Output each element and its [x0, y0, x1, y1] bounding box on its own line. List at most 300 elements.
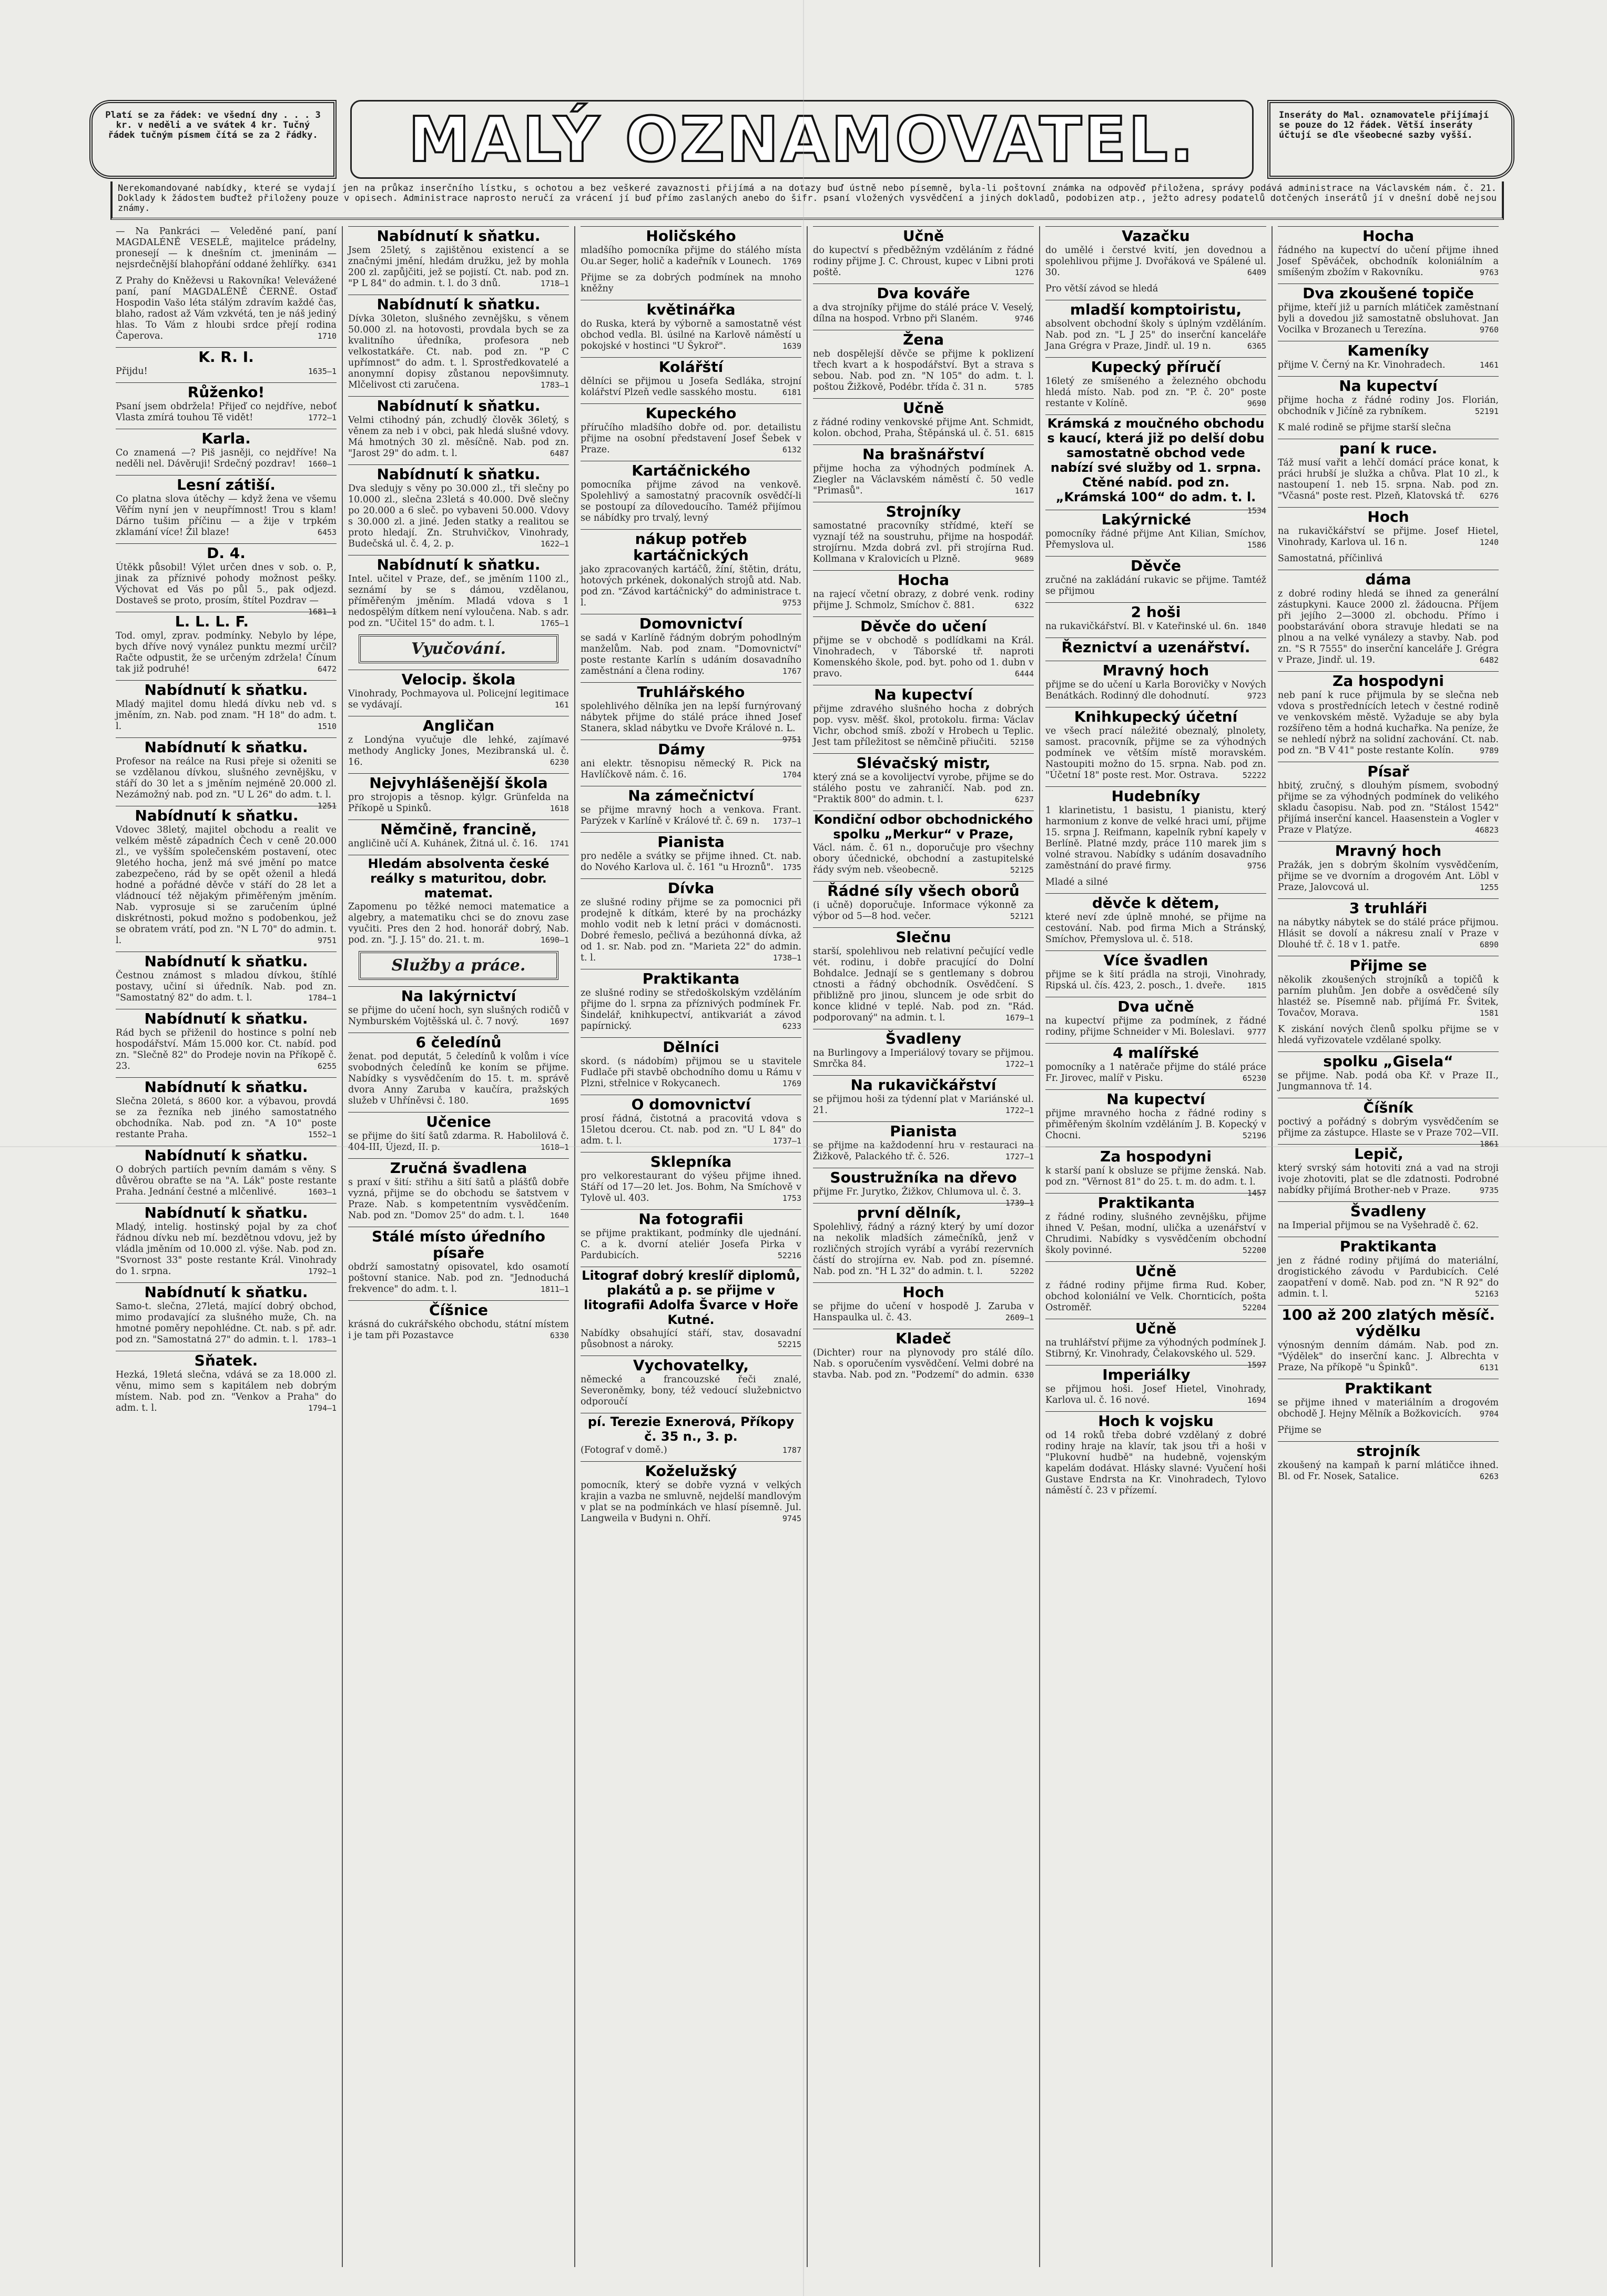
ad-text: s praxí v šití: střihu a šití šatů a plášťů dobře vyzná, přijme se do obchodu se šatstvem v Praze. Nab. s kompetentním vysvědčením. Nab. pod zn. "Domov 25" do adm. t. l. — [348, 1177, 569, 1221]
ad-columns — [110, 226, 1504, 2267]
ad-number: 1767 — [782, 666, 801, 676]
ad-heading: Dámy — [581, 740, 801, 757]
classified-ad — [1278, 439, 1499, 502]
classified-ad — [581, 1413, 801, 1456]
classified-ad — [348, 716, 569, 768]
ad-text: Z Prahy do Kněževsi u Rakovníka! Velevážené paní, paní MAGDALÉNĚ ČERNÉ. Ostaď Hospodin Vašo léta stálým zdravím každé čas, blaho, radost až Vám vzkvétá, ten je náš jediný hlas. To Vám z hloubi srdce přejí rodina Čaperova. — [116, 276, 337, 341]
ad-text: pomocník, který se dobře vyzná v velkých krajin a vazba ne smluvně, nejdelší mandlovým v plat se na podmínkách ve hlasí písemně. Jul. Langweila v Budyni n. Ohří. — [581, 1480, 801, 1524]
ad-text: Slečna 20letá, s 8600 kor. a výbavou, provdá se za řezníka neb jiného samostatného obchodníka. Nab. pod zn. "A 10" poste restante Praha. — [116, 1096, 337, 1140]
classified-ad — [1278, 1024, 1499, 1046]
ad-heading: Nabídnutí k sňatku. — [348, 555, 569, 573]
ad-text: krásná do cukrářského obchodu, státní místem i je tam při Pozastavce — [348, 1319, 569, 1341]
ad-number: 1710 — [317, 331, 337, 341]
classified-ad — [581, 300, 801, 352]
ad-text: 16letý ze smíšeného a železného obchodu hledá místo. Nab. pod zn. "P. č. 20" poste restante v Kolíně. — [1045, 376, 1266, 409]
classified-ad — [813, 1075, 1034, 1116]
ad-number: 1694 — [1247, 1395, 1266, 1405]
ad-number: 1586 — [1247, 540, 1266, 550]
ad-text: Spolehlivý, řádný a rázný který by umí dozor na nekolik mladších zámečníků, jenž v rozličných strojích vyrábí a vyrábí rezervních částí do strojírna ev. Nab. pod zn. písemné. Nab. pod zn. "H L 32" do admin. t. l. — [813, 1222, 1034, 1277]
ad-heading: Švadleny — [1278, 1201, 1499, 1219]
rules-box: Inseráty do Mal. oznamovatele přijímají se pouze do 12 řádek. Větší inseráty účtují se dle všeobecné sazby vyšší. — [1267, 100, 1514, 179]
classified-ad — [581, 740, 801, 781]
classified-ad — [116, 475, 337, 538]
ad-text: se přijme do šití šatů zdarma. R. Habolilová č. 404-III, Újezd, II. p. — [348, 1131, 569, 1152]
ad-number: 1617 — [1014, 486, 1034, 495]
classified-ad — [581, 878, 801, 964]
ad-text: na rukavičkářství se přijme. Josef Hietel, Vinohrady, Karlova ul. 16 n. — [1278, 526, 1499, 548]
ad-text: O dobrých partiích pevním damám s věny. S důvěrou obraťte se na "A. Lák" poste restante Praha. Jednání čestné a mlčenlivé. — [116, 1165, 337, 1197]
ad-heading: Hledám absolventa české reálky s maturitou, dobr. matemat. — [348, 855, 569, 901]
ad-heading: Nabídnutí k sňatku. — [116, 952, 337, 969]
ad-text: K malé rodině se přijme starší slečna — [1278, 422, 1451, 433]
classified-ad — [1278, 570, 1499, 666]
ad-number: 1552—1 — [308, 1130, 337, 1139]
ad-number: 52200 — [1242, 1246, 1266, 1255]
ad-heading: Velocip. škola — [348, 670, 569, 687]
classified-ad — [813, 616, 1034, 680]
ad-text: Útěkk působil! Výlet určen dnes v sob. o. P., jinak za příznivé pohody možnost pešky. Výchovat ed Vás po půl 5., pak odjezd. Dostaveš se proto, prosím, štítel Pozdrav — — [116, 562, 337, 606]
classified-ad — [813, 927, 1034, 1024]
classified-ad — [1045, 226, 1266, 278]
ad-number: 9746 — [1014, 314, 1034, 323]
ad-number: 6487 — [550, 449, 569, 458]
ad-number: 9763 — [1479, 268, 1499, 277]
ad-heading: Mravný hoch — [1278, 841, 1499, 859]
ad-text: se sadá v Karlíně řádným dobrým pohodlným manželům. Nab. pod znam. "Domovnictví" poste restante Karlín s udáním dosavadního zaměstnání a člena rodiny. — [581, 633, 801, 676]
ad-text: pomocníky řádné přijme Ant Kilian, Smíchov, Přemyslova ul. — [1045, 529, 1266, 550]
classified-ad — [813, 398, 1034, 439]
ad-heading: Dva učně — [1045, 997, 1266, 1015]
classified-ad — [1045, 893, 1266, 945]
ad-heading: Řeznictví a uzenářství. — [1045, 638, 1266, 655]
ad-number: 6409 — [1247, 268, 1266, 277]
ad-heading: Učně — [1045, 1319, 1266, 1337]
ad-number: 9753 — [782, 598, 801, 608]
ad-number: 1722—1 — [1005, 1106, 1034, 1115]
ad-text: Co znamená —? Piš jasněji, co nejdříve! Na neděli nel. Dávěruji! Srdečný pozdrav! — [116, 448, 337, 469]
ad-heading: Kartáčnického — [581, 461, 801, 479]
ad-heading: Děvče do učení — [813, 616, 1034, 634]
ad-heading: 2 hoši — [1045, 602, 1266, 620]
ad-heading: Hoch — [813, 1282, 1034, 1300]
classified-ad — [348, 295, 569, 391]
ad-number: 52125 — [1010, 865, 1034, 875]
ad-number: 1811—1 — [540, 1284, 569, 1294]
classified-ad — [813, 753, 1034, 805]
ad-column — [574, 226, 807, 2267]
ad-text: a dva strojníky přijme do stálé práce V. Veselý, dílna na hospod. Vrbno při Slaném. — [813, 302, 1034, 324]
ad-number: 1255 — [1479, 883, 1499, 892]
classified-ad — [1045, 1319, 1266, 1370]
classified-ad — [1278, 1051, 1499, 1093]
ad-heading: Učně — [813, 398, 1034, 416]
ad-number: 6472 — [317, 664, 337, 674]
ad-number: 6815 — [1014, 429, 1034, 438]
ad-text: se přijme praktikant, podmínky dle ujednání. C. a k. dvorní ateliér Josefa Pirka v Pardubicích. — [581, 1228, 801, 1261]
notice-text: Nerekomandované nabídky, které se vydají jen na průkaz inserčního lístku, s ochotou a bez veškeré zavaznosti přijímá a na dotazy buď ústně nebo písemně, byla-li poštovní známka na odpověď přiložena, správy podává administrace na Václavském nám. č. 21. Doklady k žádostem buďtež přiloženy pouze v opisech. Administrace naprosto neručí za vrácení jí buď přímo zaslaných anebo do šifr. psaní vložených vysvědčení a jiných dokladů, podobizen atp., ježto adresy podatelů dotčených inserátů jí v dnešní době nejsou známy. — [110, 181, 1504, 220]
ad-heading: Praktikant — [1278, 1379, 1499, 1397]
classified-ad — [1045, 1193, 1266, 1256]
ad-text: do Ruska, která by výborně a samostatně vést obchod vedla. Bl. úsilné na Karlově náměstí u pokojské v hostinci "U Šykroř". — [581, 319, 801, 351]
ad-number: 1722—1 — [1005, 1059, 1034, 1069]
ad-text: (i učně) doporučuje. Informace výkonně za výbor od 5—8 hod. večer. — [813, 900, 1034, 922]
ad-number: 6453 — [317, 528, 337, 537]
ad-number: 1457 — [1247, 1188, 1266, 1198]
ad-number: 1603—1 — [308, 1187, 337, 1197]
ad-number: 52202 — [1010, 1267, 1034, 1276]
ad-text: Jsem 25letý, s zajištěnou existencí a se značnými jmění, hledám družku, jež by mohla 200 zl. zapůjčiti, jež se pojistí. Ct. nab. pod zn. "P L 84" do admin. t. l. do 3 dnů. — [348, 245, 569, 289]
ad-text: příručího mladšího dobře od. por. detailistu přijme na osobní představení Josef Šebek v Praze. — [581, 422, 801, 455]
ad-number: 52216 — [777, 1251, 801, 1260]
ad-number: 1840 — [1247, 622, 1266, 631]
ad-number: 1737—1 — [772, 816, 801, 826]
ad-text: Nabídky obsahující stáří, stav, dosavadní působnost a nároky. — [581, 1328, 801, 1350]
ad-text: K ziskání nových členů spolku přijme se v hledá vyřizovatele vzdělané spolky. — [1278, 1024, 1499, 1046]
ad-heading: Nabídnutí k sňatku. — [116, 680, 337, 698]
ad-text: ženat. pod deputát, 5 čeledínů k volům i více svobodných čeledínů ke koním se přijme. Nabídky s vysvědčením do 15. t. m. správě dvora Anny Zaruba v kaučíra, pražských služeb v Uhříněvsi č. 180. — [348, 1051, 569, 1106]
ad-text: přijme mravného hocha z řádné rodiny s přiměřeným školním vzděláním J. B. Kopecký v Chocni. — [1045, 1108, 1266, 1141]
ad-text: mladšího pomocníka přijme do stálého místa Ou.ar Seger, holič a kadeřník v Lounech. — [581, 245, 801, 267]
ad-text: z řádné rodiny, slušného zevnějšku, přijme ihned V. Pešan, modní, ulička a uzenářství v Chrudimi. Nabídky s vysvědčením obchodní školy povinné. — [1045, 1212, 1266, 1256]
ad-number: 1784—1 — [308, 993, 337, 1003]
ad-heading: spolku „Gisela“ — [1278, 1051, 1499, 1069]
classified-ad — [813, 1029, 1034, 1070]
ad-heading: Nabídnutí k sňatku. — [116, 1009, 337, 1027]
ad-text: německé a francouzské řeči znalé, Severoněmky, bony, též vedoucí služebnictvo odporoučí — [581, 1374, 801, 1407]
ad-heading: Dva zkoušené topiče — [1278, 284, 1499, 301]
classified-ad — [581, 226, 801, 267]
ad-heading: Dva kováře — [813, 284, 1034, 301]
ad-column — [342, 226, 574, 2267]
ad-heading: Nabídnutí k sňatku. — [348, 396, 569, 414]
ad-number: 6330 — [1014, 1370, 1034, 1380]
classified-ad — [581, 461, 801, 524]
classified-ad — [1045, 661, 1266, 702]
ad-text: z řádné rodiny přijme firma Rud. Kober, obchod koloniální ve Velk. Chornticích, pošta Ostroměř. — [1045, 1280, 1266, 1313]
price-box: Platí se za řádek: ve všední dny . . . 3 kr. v neděli a ve svátek 4 kr. Tučný řádek tučným písmem čítá se za 2 řádky. — [89, 100, 337, 179]
classified-ad — [1278, 1237, 1499, 1300]
classified-ad — [1278, 1441, 1499, 1482]
ad-text: hbitý, zručný, s dlouhým písmem, svobodný přijme se za výhodných podmínek do velikého skladu časopisu. Nab. pod zn. "Stálost 1542" přijímá inserční kancel. Haasenstein a Vogler v Praze v Platýze. — [1278, 781, 1499, 835]
ad-number: 6890 — [1479, 940, 1499, 949]
ad-text: jako zpracovaných kartáčů, žíní, štětin, drátu, hotových prkének, dokonalých strojů atd. Nab. pod zn. "Závod kartáčnický" do administrace t. l. — [581, 564, 801, 608]
ad-heading: Nabídnutí k sňatku. — [116, 806, 337, 824]
ad-text: Mladé a silné — [1045, 877, 1108, 887]
ad-heading: Za hospodyni — [1045, 1147, 1266, 1165]
classified-ad — [116, 1146, 337, 1198]
ad-text: přijme se k šití prádla na stroji, Vinohrady, Ripská ul. čís. 423, 2. posch., 1. dveře. — [1045, 969, 1266, 991]
ad-text: skord. (s nádobím) přijmou se u stavitele Fudlače při stavbě obchodního domu u Rámu v Plzni, střelnice v Rokycanech. — [581, 1056, 801, 1089]
ad-text: se přijme na každodenní hru v restauraci na Žižkově, Palackého tř. č. 526. — [813, 1140, 1034, 1162]
ad-heading: Dělníci — [581, 1037, 801, 1055]
classified-ad — [348, 670, 569, 711]
ad-number: 1251 — [317, 801, 337, 811]
ad-heading: Praktikanta — [581, 969, 801, 987]
ad-heading: Na rukavičkářství — [813, 1075, 1034, 1093]
ad-text: poctivý a pořádný s dobrým vysvědčením se přijme za zástupce. Hlaste se v Praze 702—VII. — [1278, 1117, 1499, 1138]
ad-heading: děvče k dětem, — [1045, 893, 1266, 911]
ad-text: pro velkorestaurant do výšeu přijme ihned. Stáří od 17—20 let. Jos. Bohm, Na Smíchově v Tylově ul. 403. — [581, 1171, 801, 1203]
ad-text: Co platna slova útěchy — když žena ve všemu Věřím nyní jen v neupřímnost! Trou s klam! Dárno tušim příčinu — a žije v trpkém zklamání více! Žil blaze! — [116, 494, 337, 538]
ad-text: Psaní jsem obdržela! Přijeď co nejdříve, neboť Vlasta zmírá touhou Tě vidět! — [116, 401, 337, 423]
classified-ad — [581, 1095, 801, 1147]
ad-heading: Vychovatelky, — [581, 1356, 801, 1373]
classified-ad — [116, 1009, 337, 1072]
ad-number: 9789 — [1479, 746, 1499, 755]
ad-number: 1640 — [550, 1211, 569, 1220]
ad-text: několik zkoušených strojníků a topičů k parním pluhům. Jen dobře a osvědčené síly hlastéž se. Písemně nab. přijímá Fr. Švitek, Tovačov, Morava. — [1278, 975, 1499, 1018]
classified-ad — [1278, 1379, 1499, 1420]
classified-ad — [581, 1037, 801, 1089]
ad-heading: Karla. — [116, 429, 337, 447]
classified-ad — [1045, 1043, 1266, 1084]
classified-ad — [1278, 1425, 1499, 1436]
ad-number: 1597 — [1247, 1360, 1266, 1370]
ad-number: 9690 — [1247, 399, 1266, 408]
ad-text: neb dospělejší děvče se přijme k poklizení třech kvart a k hospodářství. Byt a strava s sebou. Nab. pod zn. "N 105" do adm. t. l. poštou Žižkově, Podébr. třída č. 31 n. — [813, 349, 1034, 392]
ad-heading: Učenice — [348, 1112, 569, 1130]
ad-text: Velmi ctihodný pán, zchudlý člověk 36letý, s věnem za neb i v obci, pak hledá slušné vdovy. Má hmotných 30 zl. měsíčně. Nab. pod zn. "Jarost 29" do adm. t. l. — [348, 415, 569, 459]
ad-heading: Krámská z moučného obchodu s kaucí, která již po delší dobu samostatně obchod vede nabízí své služby od 1. srpna. Ctěné nabíd. pod zn. „Krámská 100“ do adm. t. l. — [1045, 414, 1266, 504]
ad-number: 1815 — [1247, 981, 1266, 990]
ad-text: přijme se v obchodě s podlídkami na Král. Vinohradech, v Táborské tř. naproti Komenského škole, pod. byt. poho od 1. dubn v pravo. — [813, 635, 1034, 679]
ad-text: ve všech prací náležité obeznalý, plnolety, samost. pracovník, přijme se za výhodných podmínek ve větším místě moravském. Nastoupiti možno do 15. srpna. Nab. pod zn. "Účetní 18" poste rest. Mor. Ostrava. — [1045, 726, 1266, 781]
ad-heading: Více švadlen — [1045, 950, 1266, 968]
classified-ad — [116, 1282, 337, 1346]
classified-ad — [348, 1300, 569, 1341]
ad-number: 6365 — [1247, 341, 1266, 351]
ad-heading: strojník — [1278, 1441, 1499, 1459]
ad-number: 1510 — [317, 722, 337, 731]
ad-heading: Nabídnutí k sňatku. — [116, 737, 337, 755]
classified-ad — [1045, 414, 1266, 515]
ad-text: zkoušený na kampaň k parní mlátičce ihned. Bl. od Fr. Nosek, Satalice. — [1278, 1460, 1499, 1482]
ad-number: 6341 — [317, 260, 337, 269]
ad-text: na nábytky nábytek se do stálé práce přijmou. Hlásit se dovolí a nákresu znalí v Praze v Dlouhé tř. č. 18 v 1. patře. — [1278, 917, 1499, 950]
ad-heading: Lepič, — [1278, 1144, 1499, 1162]
classified-ad — [348, 1112, 569, 1153]
ad-text: přijme Fr. Jurytko, Žižkov, Chlumova ul. č. 3. — [813, 1187, 1021, 1197]
ad-number: 1618—1 — [540, 1142, 569, 1152]
ad-heading: paní k ruce. — [1278, 439, 1499, 457]
classified-ad — [581, 969, 801, 1032]
ad-number: 1727—1 — [1005, 1152, 1034, 1161]
ad-number: 6330 — [550, 1331, 569, 1340]
classified-ad — [581, 357, 801, 398]
classified-ad — [813, 444, 1034, 497]
ad-text: Mladý, intelig. hostinský pojal by za choť řádnou dívku neb mí. bezdětnou vdovu, jež by vládla jměním od 10.000 zl. výše. Nab. pod zn. "Svornost 33" poste restante Král. Vinohrady do 1. srpna. — [116, 1222, 337, 1277]
header — [89, 100, 1514, 179]
classified-ad — [116, 1351, 337, 1414]
section-heading: Vyučování. — [359, 634, 558, 663]
classified-ad — [1045, 300, 1266, 352]
classified-ad — [813, 1329, 1034, 1381]
ad-text: k starší paní k obsluze se přijme ženská. Nab. pod zn. "Věrnost 81" do 25. t. m. do adm. t. l. — [1045, 1166, 1266, 1187]
ad-text: na Imperial přijmou se na Vyšehradě č. 62. — [1278, 1220, 1479, 1231]
classified-ad — [1278, 1098, 1499, 1149]
ad-text: se přijmou hoši. Josef Hietel, Vinohrady, Karlova ul. č. 16 nové. — [1045, 1384, 1266, 1405]
ad-number: 9751 — [317, 936, 337, 945]
ad-number: 9760 — [1479, 325, 1499, 335]
ad-text: Pražák, jen s dobrým školním vysvědčením, přijme se ve dvorním a drogovém Ant. Löbl v Praze, Jalovcová ul. — [1278, 860, 1499, 893]
ad-text: Mladý majitel domu hledá dívku neb vd. s jměním, zn. Nab. pod znam. "H 18" do adm. t. l. — [116, 699, 337, 732]
classified-ad — [116, 429, 337, 470]
ad-heading: Praktikanta — [1278, 1237, 1499, 1255]
ad-heading: K. R. I. — [116, 347, 337, 365]
classified-ad — [348, 1227, 569, 1295]
ad-text: na truhlářství přijme za výhodných podmínek J. Stibrný, Kr. Vinohrady, Čelakovského ul. 529. — [1045, 1338, 1266, 1359]
ad-number: 1753 — [782, 1193, 801, 1203]
ad-heading: Hudebníky — [1045, 786, 1266, 804]
ad-text: ani elektr. těsnopisu německý R. Pick na Havlíčkově nám. č. 16. — [581, 758, 801, 780]
ad-number: 1639 — [782, 341, 801, 351]
ad-number: 1861 — [1479, 1139, 1499, 1149]
ad-text: na rajecí včetní obrazy, z dobré venk. rodiny přijme J. Schmolz, Smíchov č. 881. — [813, 589, 1034, 611]
classified-ad — [116, 347, 337, 377]
ad-text: (Fotograf v domě.) — [581, 1445, 667, 1455]
classified-ad — [813, 685, 1034, 748]
ad-text: absolvent obchodní školy s úplným vzděláním. Nab. pod zn. "L J 25" do inserční kanceláře Jana Grégra v Praze, Jindř. ul. 19 n. — [1045, 319, 1266, 351]
classified-ad — [348, 986, 569, 1027]
ad-heading: Praktikanta — [1045, 1193, 1266, 1211]
ad-number: 6233 — [782, 1021, 801, 1031]
ad-text: Samostatná, příčinlivá — [1278, 553, 1383, 564]
ad-number: 6444 — [1014, 669, 1034, 679]
ad-heading: Slečnu — [813, 927, 1034, 945]
ad-text: samostatné pracovníky střídmé, kteří se vyznají též na soustruhu, přijme na hospodář. strojírnu. Mzda dobrá zvl. při strojírna Rud. Kollmana v Kralovicích u Plzně. — [813, 521, 1034, 564]
ad-number: 1783—1 — [540, 380, 569, 390]
ad-text: dělníci se přijmou u Josefa Sedláka, strojní kolářství Plzeň vedle sasského mostu. — [581, 376, 801, 398]
ad-heading: Učně — [813, 226, 1034, 244]
ad-number: 52121 — [1010, 912, 1034, 921]
ad-text: Čestnou známost s mladou dívkou, štíhlé postavy, učiní si úředník. Nab. pod zn. "Samostatný 82" do adm. t. l. — [116, 970, 337, 1003]
ad-number: 9756 — [1247, 861, 1266, 871]
ad-text: Profesor na reálce na Rusi přeje si oženiti se se vzdělanou dívkou, slušného zevnějšku, v stáří do 30 let a s jměním nejméně 20.000 zl. Nezámožný nab. pod zn. "U L 26" do adm. t. l. — [116, 756, 337, 800]
classified-ad — [116, 1077, 337, 1140]
ad-heading: 4 malířské — [1045, 1043, 1266, 1061]
ad-heading: Švadleny — [813, 1029, 1034, 1047]
ad-text: Zapomenu po těžké nemoci matematice a algebry, a matematiku chci se do znovu zase vyučiti. Pres den 2 hod. honorář dobrý, Nab. pod. zn. "J. J. 15" do. 21. t. m. — [348, 902, 569, 945]
ad-heading: Hoch k vojsku — [1045, 1411, 1266, 1429]
classified-ad — [1278, 898, 1499, 950]
classified-ad — [813, 502, 1034, 565]
ad-heading: Nabídnutí k sňatku. — [116, 1146, 337, 1164]
classified-ad — [116, 806, 337, 946]
ad-text: Václ. nám. č. 61 n., doporučuje pro všechny obory účednické, obchodní a zastupitelské řády svým neb. všeobecně. — [813, 843, 1034, 875]
classified-ad — [1045, 997, 1266, 1038]
ad-number: 161 — [554, 700, 569, 710]
ad-heading: Vazačku — [1045, 226, 1266, 244]
classified-ad — [1045, 877, 1266, 888]
classified-ad — [116, 226, 337, 270]
ad-number: 1792—1 — [308, 1267, 337, 1276]
ad-text: se přijme. Nab. podá oba Kř. v Praze II., Jungmannova tř. 14. — [1278, 1070, 1499, 1092]
classified-ad — [581, 272, 801, 295]
ad-heading: Na zámečnictví — [581, 786, 801, 804]
classified-ad — [813, 811, 1034, 876]
ad-heading: Němčině, francině, — [348, 820, 569, 837]
ad-number: 6237 — [1014, 795, 1034, 804]
ad-heading: Na kupectví — [813, 685, 1034, 703]
ad-text: od 14 roků třeba dobré vzdělaný z dobré rodiny hraje na klavír, tak jsou tři a hoši v "Plukovní hudbě" na hudebně, vojenským kapelám dodávat. Hlásky slavné: Vyučení hoši Gustave Endrsta na Kr. Vinohradech, Tylovo náměstí č. 23 v přízemí. — [1045, 1430, 1266, 1496]
ad-heading: Domovnictví — [581, 614, 801, 632]
classified-ad — [1278, 956, 1499, 1019]
ad-column — [1272, 226, 1504, 2267]
ad-text: pomocníka přijme závod na venkově. Spolehlivý a samostatný pracovník osvědčí-li se postoupí za dílovedoucího. Taméž přijímou se nábídky pro trvalý, levný — [581, 480, 801, 523]
classified-ad — [116, 1203, 337, 1277]
classified-ad — [1045, 510, 1266, 551]
classified-ad — [116, 382, 337, 423]
classified-ad — [1045, 602, 1266, 632]
ad-heading: Kladeč — [813, 1329, 1034, 1347]
classified-ad — [1278, 422, 1499, 433]
ad-heading: Truhlářského — [581, 682, 801, 700]
classified-ad — [581, 403, 801, 456]
ad-heading: Na fotografii — [581, 1209, 801, 1227]
ad-heading: Koželužský — [581, 1461, 801, 1479]
ad-text: do kupectví s předběžným vzděláním z řádné rodiny přijme J. C. Chroust, kupec v Libni proti poště. — [813, 245, 1034, 278]
ad-text: který zná se a kovolijectví vyrobe, přijme se do stálého postu ve zahraničí. Nab. pod zn. "Praktik 800" do admin. t. l. — [813, 772, 1034, 805]
ad-number: 46823 — [1474, 825, 1499, 835]
ad-number: 1681—1 — [308, 607, 337, 616]
ad-number: 1769 — [782, 1079, 801, 1088]
ad-heading: Nejvyhlášenější škola — [348, 773, 569, 791]
ad-heading: L. L. L. F. — [116, 612, 337, 630]
classified-ad — [116, 952, 337, 1004]
classified-ad — [348, 1158, 569, 1221]
classified-ad — [1278, 841, 1499, 893]
ad-text: — Na Pankráci — Veleděné paní, paní MAGDALÉNĚ VESELÉ, majitelce prádelny, pronesejí — k dnešním ct. jmeninám — nejsrdečnější blahopřání oddané žehlířky. — [116, 226, 337, 270]
classified-ad — [813, 284, 1034, 325]
ad-heading: pí. Terezie Exnerová, Příkopy č. 35 n., 3. p. — [581, 1413, 801, 1444]
ad-text: se přijme do učení v hospodě J. Zaruba v Hanspaulka ul. č. 43. — [813, 1301, 1034, 1323]
ad-number: 1534 — [1247, 506, 1266, 515]
ad-text: přijme, kteří již u parních mlátiček zaměstnaní byli a dovedou již samostatně obsluhovat. Jan Vocilka v Brozanech u Terezína. — [1278, 302, 1499, 335]
ad-text: Hezká, 19letá slečna, vdává se za 18.000 zl. věnu, mimo sem s kapitálem neb dobrým místem. Nab. pod zn. "Venkov a Praha" do adm. t. l. — [116, 1370, 337, 1413]
ad-text: pro neděle a svátky se přijme ihned. Ct. nab. do Nového Karlova ul. č. 161 "u Hroznů". — [581, 851, 801, 873]
classified-ad — [348, 855, 569, 946]
ad-heading: Číšník — [1278, 1098, 1499, 1116]
ad-text: výnosným denním dámám. Nab. pod zn. "Výdělek" do inserční kanc. J. Albrechta v Praze, Na příkopě "u Špinků". — [1278, 1340, 1499, 1373]
ad-heading: Nabídnutí k sňatku. — [348, 295, 569, 312]
ad-number: 1690—1 — [540, 935, 569, 945]
ad-text: ze slušné rodiny přijme se za pomocnici při prodejně k dítkám, které by na procházky mohlo vodit neb k letní práci v domácnosti. Dobré řemeslo, pečlivá a bezúhonná dívka, až od 1. sr. Nab. pod zn. "Marieta 22" do admin. t. l. — [581, 897, 801, 963]
ad-number: 9704 — [1479, 1409, 1499, 1419]
classified-ad — [1278, 553, 1499, 564]
ad-heading: nákup potřeb kartáčnických — [581, 529, 801, 563]
classified-ad — [1045, 556, 1266, 597]
classified-ad — [581, 614, 801, 677]
classified-ad — [1278, 376, 1499, 417]
classified-ad — [1045, 707, 1266, 781]
ad-heading: Nabídnutí k sňatku. — [116, 1282, 337, 1300]
ad-heading: Pianista — [813, 1121, 1034, 1139]
ad-heading: Litograf dobrý kreslíř diplomů, plakátů a p. se přijme v litografii Adolfa Švarce v Hoře Kutné. — [581, 1267, 801, 1327]
ad-number: 52150 — [1010, 737, 1034, 747]
ad-heading: Číšnice — [348, 1300, 569, 1318]
ad-heading: 100 až 200 zlatých měsíč. výdělku — [1278, 1305, 1499, 1339]
ad-text: Intel. učitel v Praze, def., se jměním 1100 zl., seznámí by se s dámou, vzdělanou, příměřeným jměním. Mladá vdova s 1 nedospělým dítkem není vyloučena. Nab. s adr. pod zn. "Učitel 15" do adm. t. l. — [348, 574, 569, 629]
ad-heading: O domovnictví — [581, 1095, 801, 1112]
classified-ad — [813, 1121, 1034, 1162]
classified-ad — [581, 1461, 801, 1524]
classified-ad — [1045, 1089, 1266, 1141]
ad-heading: Dívka — [581, 878, 801, 896]
classified-ad — [348, 820, 569, 849]
classified-ad — [581, 1356, 801, 1408]
ad-text: Vinohrady, Pochmayova ul. Policejní legitimace se vydávají. — [348, 689, 569, 710]
ad-text: Dva sledujy s věny po 30.000 zl., tři slečny po 10.000 zl., slečna 23letá s 40.000. Dvě slečny po 20.000 a 6 sleč. po vybaveni 50.000. Vdovy s 30.000 zl. a jiné. Jeden statky a realitou se proto hledají. Zn. Struhvičkov, Vinohrady, Budečská ul. č. 4, 2. p. — [348, 483, 569, 549]
